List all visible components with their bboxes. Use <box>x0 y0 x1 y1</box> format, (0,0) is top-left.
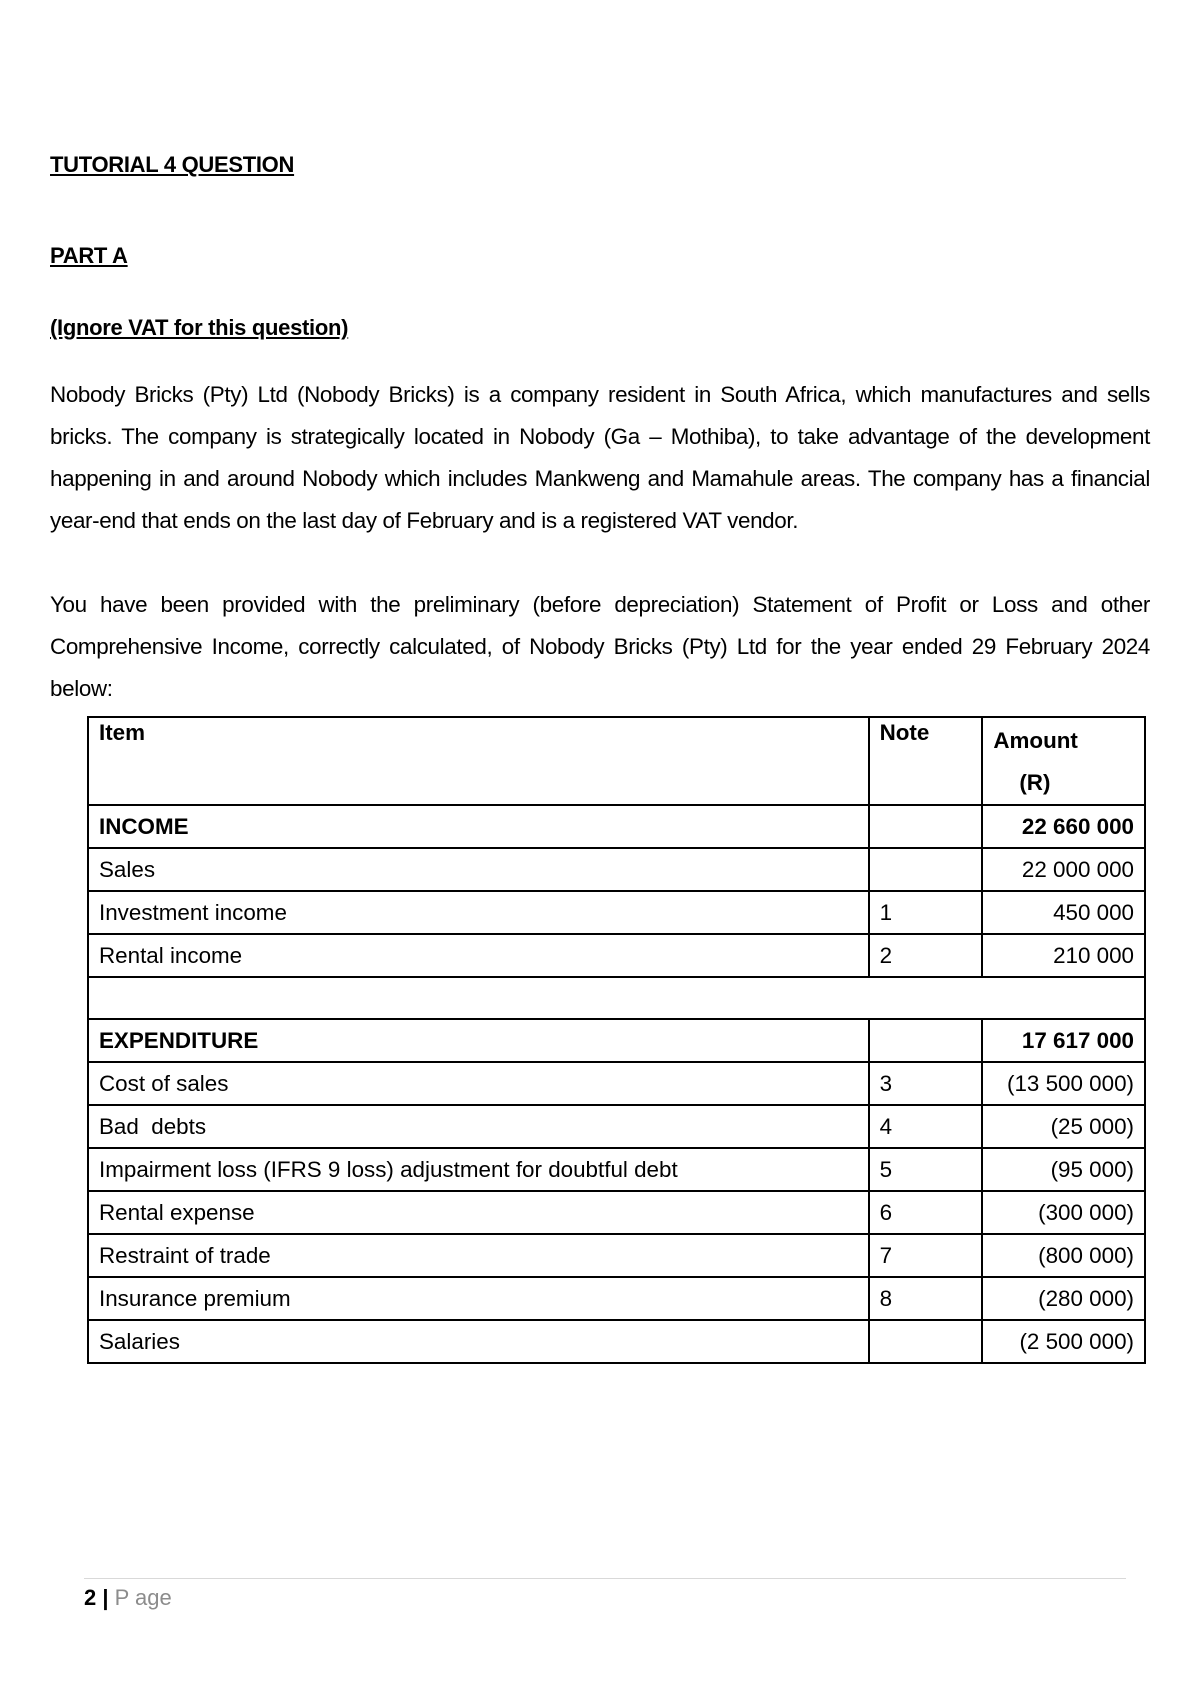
statement-paragraph: You have been provided with the preliminary (before depreciation) Statement of Profit or Loss and other Comprehensive Income, correctly calculated, of Nobody Bricks (Pty) Ltd for the year ended 29 February 2024 below: <box>50 592 1150 701</box>
row-amount: (95 000) <box>982 1148 1145 1191</box>
header-amount-unit: (R) <box>1019 770 1051 795</box>
row-item: Salaries <box>88 1320 869 1363</box>
table-row <box>88 1148 1145 1191</box>
row-note <box>869 848 983 891</box>
table-row <box>88 848 1145 891</box>
footer-separator: | <box>102 1585 109 1610</box>
row-item: Sales <box>88 848 869 891</box>
income-total: 22 660 000 <box>982 805 1145 848</box>
row-note: 6 <box>869 1191 983 1234</box>
page-footer <box>84 1585 172 1611</box>
row-note <box>869 1320 983 1363</box>
row-amount: (25 000) <box>982 1105 1145 1148</box>
part-heading: PART A <box>50 243 128 268</box>
table-row <box>88 1277 1145 1320</box>
row-note: 8 <box>869 1277 983 1320</box>
row-amount: 450 000 <box>982 891 1145 934</box>
footer-divider <box>84 1578 1126 1579</box>
row-item: Impairment loss (IFRS 9 loss) adjustment for doubtful debt <box>88 1148 869 1191</box>
header-amount-label: Amount <box>993 728 1078 753</box>
row-amount: (2 500 000) <box>982 1320 1145 1363</box>
expenditure-label: EXPENDITURE <box>88 1019 869 1062</box>
row-item: Insurance premium <box>88 1277 869 1320</box>
page-number: 2 <box>84 1585 97 1610</box>
row-amount: 210 000 <box>982 934 1145 977</box>
spacer-row <box>88 977 1145 1019</box>
row-amount: (800 000) <box>982 1234 1145 1277</box>
table-row <box>88 1062 1145 1105</box>
row-note: 5 <box>869 1148 983 1191</box>
page-label: P age <box>114 1585 172 1610</box>
header-item: Item <box>88 717 869 805</box>
income-note <box>869 805 983 848</box>
row-amount: (13 500 000) <box>982 1062 1145 1105</box>
table-row <box>88 1191 1145 1234</box>
income-section-row <box>88 805 1145 848</box>
vat-note: (Ignore VAT for this question) <box>50 315 349 340</box>
row-item: Rental expense <box>88 1191 869 1234</box>
income-label: INCOME <box>88 805 869 848</box>
intro-paragraph: Nobody Bricks (Pty) Ltd (Nobody Bricks) is a company resident in South Africa, which manufactures and sells bricks. The company is strategically located in Nobody (Ga – Mothiba), to take advantage of the development happening in and around Nobody which includes Mankweng and Mamahule areas. The company has a financial year-end that ends on the last day of February and is a registered VAT vendor. <box>50 382 1150 533</box>
row-note: 3 <box>869 1062 983 1105</box>
table-row <box>88 934 1145 977</box>
row-note: 7 <box>869 1234 983 1277</box>
table-header-row <box>88 717 1145 805</box>
table-row <box>88 1234 1145 1277</box>
row-item: Investment income <box>88 891 869 934</box>
row-note: 1 <box>869 891 983 934</box>
row-note: 4 <box>869 1105 983 1148</box>
header-amount <box>982 717 1145 805</box>
tutorial-title: TUTORIAL 4 QUESTION <box>50 152 295 177</box>
table-row <box>88 891 1145 934</box>
row-item: Restraint of trade <box>88 1234 869 1277</box>
spacer-cell <box>88 977 1145 1019</box>
row-item: Cost of sales <box>88 1062 869 1105</box>
row-item: Bad debts <box>88 1105 869 1148</box>
table-row <box>88 1105 1145 1148</box>
expenditure-total: 17 617 000 <box>982 1019 1145 1062</box>
row-amount: (300 000) <box>982 1191 1145 1234</box>
expenditure-note <box>869 1019 983 1062</box>
table-row <box>88 1320 1145 1363</box>
header-note: Note <box>869 717 983 805</box>
row-note: 2 <box>869 934 983 977</box>
row-item: Rental income <box>88 934 869 977</box>
row-amount: (280 000) <box>982 1277 1145 1320</box>
expenditure-section-row <box>88 1019 1145 1062</box>
row-amount: 22 000 000 <box>982 848 1145 891</box>
profit-loss-table <box>87 716 1146 1364</box>
